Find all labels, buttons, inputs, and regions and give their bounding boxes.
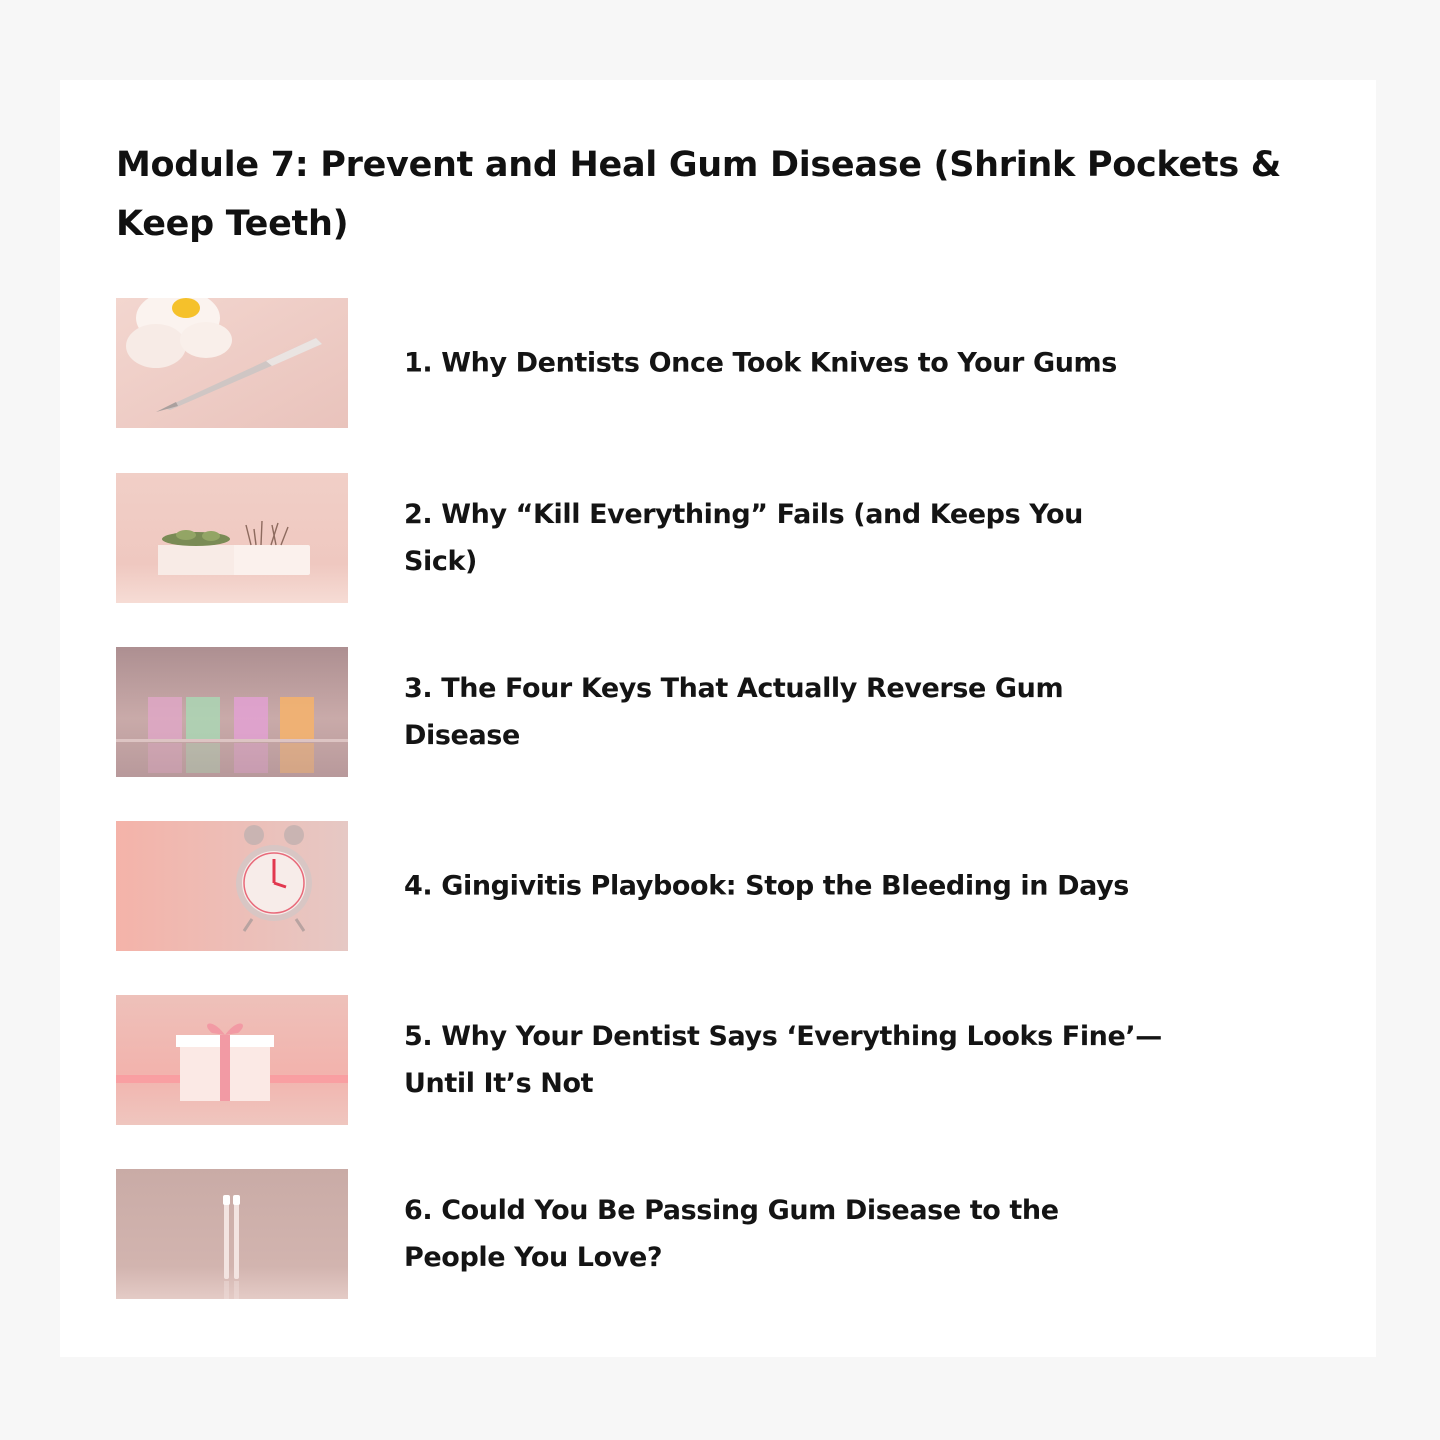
- lesson-thumbnail-4[interactable]: [116, 821, 348, 951]
- gift-box-icon: [116, 995, 348, 1125]
- lesson-title-3[interactable]: 3. The Four Keys That Actually Reverse Gum Disease: [404, 673, 1064, 751]
- module-title: Module 7: Prevent and Heal Gum Disease (Shrink Pockets & Keep Teeth): [116, 145, 1281, 244]
- lesson-list: [116, 298, 1276, 1343]
- alarm-clock-icon: [116, 821, 348, 951]
- lesson-thumbnail-5[interactable]: [116, 995, 348, 1125]
- lesson-title-6[interactable]: 6. Could You Be Passing Gum Disease to the People You Love?: [404, 1195, 1059, 1273]
- toothbrushes-icon: [116, 1169, 348, 1299]
- lesson-item-4[interactable]: [116, 821, 1276, 951]
- lesson-title-4[interactable]: 4. Gingivitis Playbook: Stop the Bleeding in Days: [404, 870, 1129, 902]
- glass-blocks-icon: [116, 647, 348, 777]
- lesson-title-2[interactable]: 2. Why “Kill Everything” Fails (and Keeps You Sick): [404, 499, 1083, 577]
- lesson-item-3[interactable]: [116, 647, 1276, 777]
- lesson-item-2[interactable]: [116, 473, 1276, 603]
- lesson-item-5[interactable]: [116, 995, 1276, 1125]
- lesson-item-6[interactable]: [116, 1169, 1276, 1299]
- module-card: [60, 80, 1376, 1357]
- lesson-thumbnail-1[interactable]: [116, 298, 348, 428]
- lesson-thumbnail-6[interactable]: [116, 1169, 348, 1299]
- lesson-title-1[interactable]: 1. Why Dentists Once Took Knives to Your Gums: [404, 347, 1117, 379]
- lesson-thumbnail-2[interactable]: [116, 473, 348, 603]
- lesson-thumbnail-3[interactable]: [116, 647, 348, 777]
- planter-sprouts-icon: [116, 473, 348, 603]
- lesson-item-1[interactable]: [116, 298, 1276, 428]
- flower-scalpel-icon: [116, 298, 348, 428]
- lesson-title-5[interactable]: 5. Why Your Dentist Says ‘Everything Looks Fine’—Until It’s Not: [404, 1021, 1162, 1099]
